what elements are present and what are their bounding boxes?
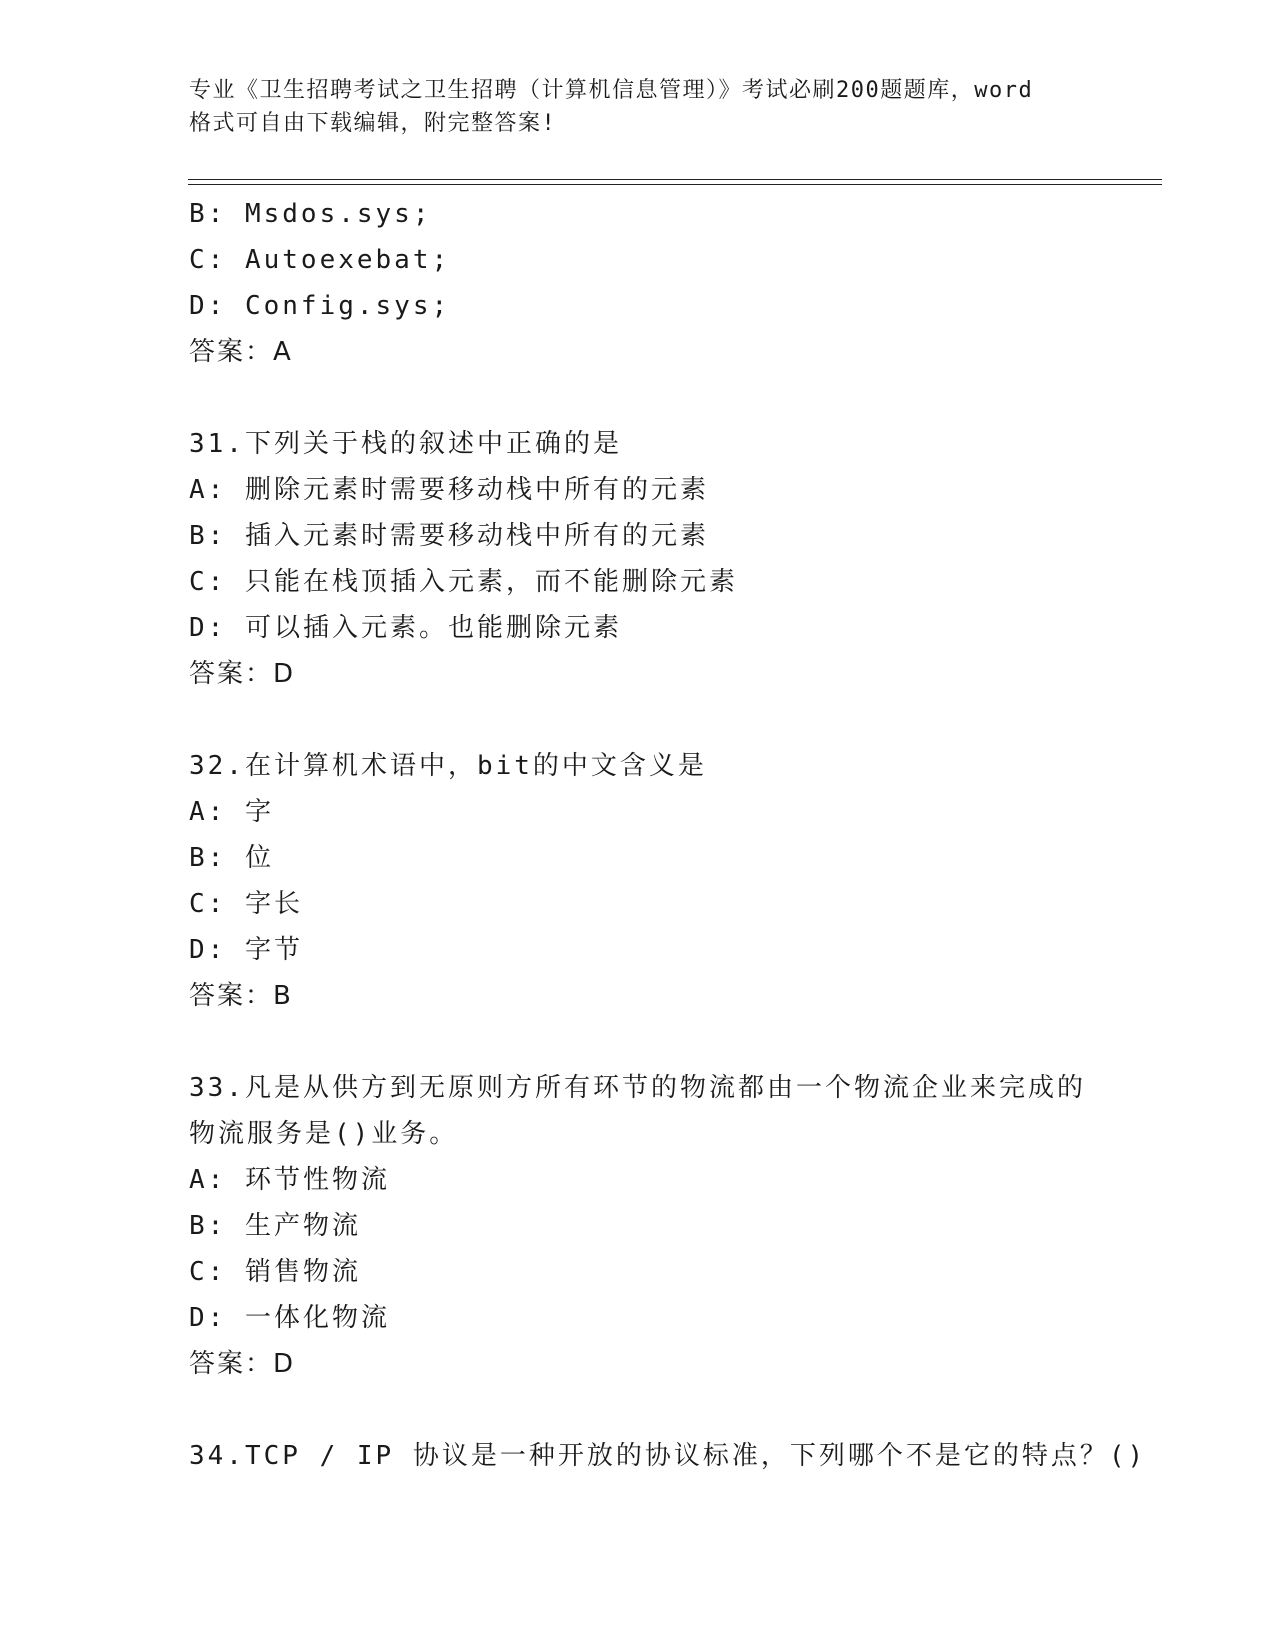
option-d: D: 可以插入元素。也能删除元素 (189, 613, 622, 643)
option-b: B: 插入元素时需要移动栈中所有的元素 (189, 521, 709, 551)
spacer (189, 1387, 1089, 1433)
option-b: B: Msdos.sys; (189, 199, 432, 229)
question-31 (189, 421, 1089, 697)
document-header (189, 74, 1089, 140)
spacer (189, 697, 1089, 743)
option-c: C: 只能在栈顶插入元素，而不能删除元素 (189, 567, 738, 597)
option-a: A: 字 (189, 797, 274, 827)
option-d: D: Config.sys; (189, 291, 451, 321)
header-line-2: 格式可自由下载编辑，附完整答案! (189, 111, 557, 136)
option-b: B: 位 (189, 843, 274, 873)
question-stem-line-1: 33.凡是从供方到无原则方所有环节的物流都由一个物流企业来完成的 (189, 1073, 1086, 1103)
question-stem: 31.下列关于栈的叙述中正确的是 (189, 429, 622, 459)
option-c: C: 销售物流 (189, 1257, 361, 1287)
header-divider-bottom (188, 184, 1162, 185)
option-b: B: 生产物流 (189, 1211, 361, 1241)
option-d: D: 字节 (189, 935, 303, 965)
spacer (189, 375, 1089, 421)
option-a: A: 环节性物流 (189, 1165, 390, 1195)
question-stem-line-2: 物流服务是()业务。 (189, 1119, 459, 1149)
option-c: C: 字长 (189, 889, 303, 919)
answer-line: 答案：D (189, 1349, 296, 1379)
question-33 (189, 1065, 1089, 1387)
option-c: C: Autoexebat; (189, 245, 451, 275)
question-30-continuation (189, 191, 1089, 375)
answer-line: 答案：B (189, 981, 293, 1011)
question-32 (189, 743, 1089, 1019)
question-stem: 34.TCP / IP 协议是一种开放的协议标准，下列哪个不是它的特点？() (189, 1441, 1147, 1471)
question-stem: 32.在计算机术语中，bit的中文含义是 (189, 751, 707, 781)
header-line-1: 专业《卫生招聘考试之卫生招聘（计算机信息管理）》考试必刷200题题库，word (189, 78, 1034, 103)
option-a: A: 删除元素时需要移动栈中所有的元素 (189, 475, 709, 505)
option-d: D: 一体化物流 (189, 1303, 390, 1333)
header-divider-top (188, 179, 1162, 180)
question-34 (189, 1433, 1147, 1479)
answer-line: 答案：D (189, 659, 296, 689)
spacer (189, 1019, 1089, 1065)
question-list (189, 191, 1147, 1479)
answer-line: 答案：A (189, 337, 293, 367)
